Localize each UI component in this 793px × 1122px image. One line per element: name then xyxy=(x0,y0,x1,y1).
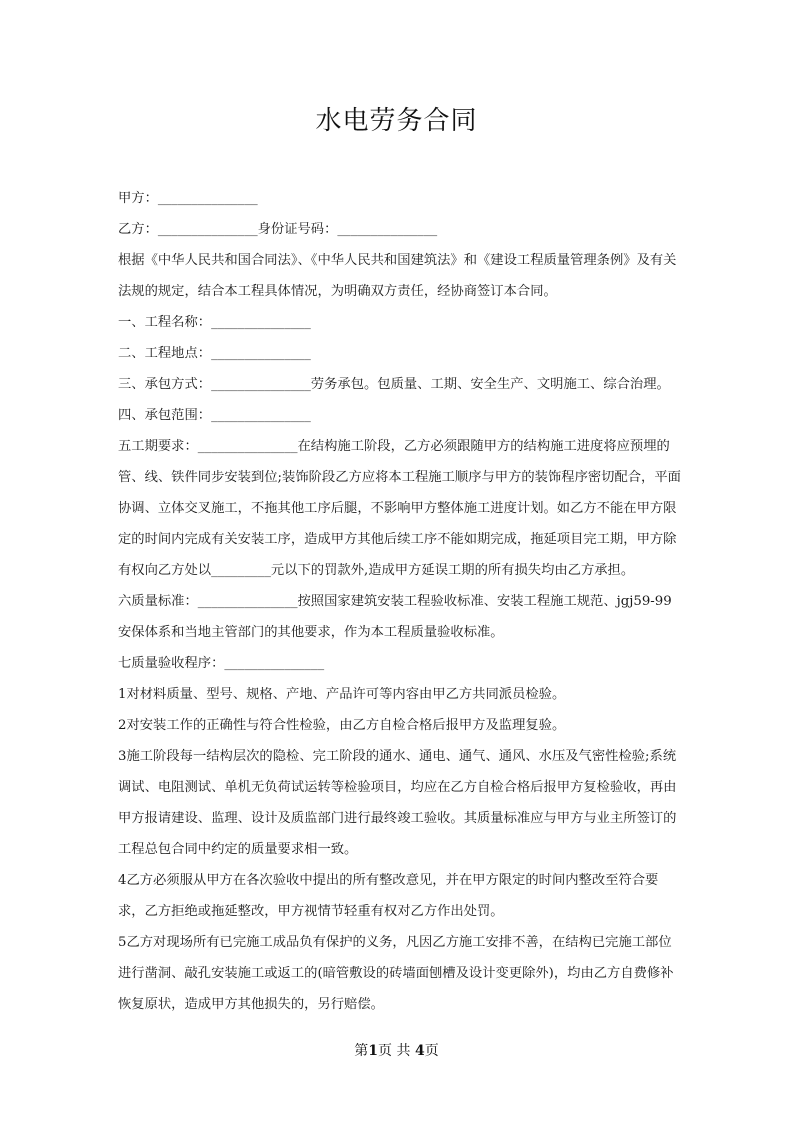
party-a-line: 甲方：_______________ xyxy=(118,191,258,206)
procedure-item-5: 5乙方对现场所有已完施工成品负有保护的义务，凡因乙方施工安排不善，在结构已完施工部位进行凿洞、敲孔安装施工或返工的(暗管敷设的砖墙面刨槽及设计变更除外)，均由乙方自费修补恢复原状，造成甲方其他损失的，另行赔偿。 xyxy=(118,935,674,1012)
clause-quality-standard: 六质量标准：_______________按照国家建筑安装工程验收标准、安装工程施工规范、jgj59-99安保体系和当地主管部门的其他要求，作为本工程质量验收标准。 xyxy=(118,594,672,640)
page-footer xyxy=(0,1040,793,1060)
document-title: 水电劳务合同 xyxy=(315,106,478,136)
total-page-count: 4 xyxy=(414,1043,425,1059)
clause-contract-method: 三、承包方式：_______________劳务承包。包质量、工期、安全生产、文明施工、综合治理。 xyxy=(118,377,670,392)
clause-project-location: 二、工程地点：_______________ xyxy=(118,346,311,361)
procedure-item-1: 1对材料质量、型号、规格、产地、产品许可等内容由甲乙方共同派员检验。 xyxy=(118,687,566,702)
current-page-number: 1 xyxy=(368,1043,379,1059)
clause-acceptance-procedure: 七质量验收程序：_______________ xyxy=(118,656,325,671)
clause-contract-scope: 四、承包范围：_______________ xyxy=(118,408,311,423)
footer-suffix: 页 xyxy=(424,1043,439,1059)
contract-body xyxy=(118,183,683,1020)
clause-project-name: 一、工程名称：_______________ xyxy=(118,315,311,330)
clause-schedule: 五工期要求：_______________在结构施工阶段，乙方必须跟随甲方的结构施工进度将应预埋的管、线、铁件同步安装到位;装饰阶段乙方应将本工程施工顺序与甲方的装饰程序密切配合，平面协调、立体交叉施工，不拖其他工序后腿，不影响甲方整体施工进度计划。如乙方不能在甲方限定的时间内完成有关安装工序，造成甲方其他后续工序不能如期完成，拖延项目完工期，甲方除有权向乙方处以_________元以下的罚款外,造成甲方延误工期的所有损失均由乙方承担。 xyxy=(118,439,681,578)
footer-mid: 页 共 xyxy=(378,1043,411,1059)
party-b-line: 乙方：_______________身份证号码：_______________ xyxy=(118,222,438,237)
procedure-item-3: 3施工阶段每一结构层次的隐检、完工阶段的通水、通电、通气、通风、水压及气密性检验;系统调试、电阻测试、单机无负荷试运转等检验项目，均应在乙方自检合格后报甲方复检验收，再由甲方报请建设、监理、设计及质监部门进行最终竣工验收。其质量标准应与甲方与业主所签订的工程总包合同中约定的质量要求相一致。 xyxy=(118,749,677,857)
procedure-item-4: 4乙方必须服从甲方在各次验收中提出的所有整改意见，并在甲方限定的时间内整改至符合要求，乙方拒绝或拖延整改，甲方视情节轻重有权对乙方作出处罚。 xyxy=(118,873,659,919)
footer-prefix: 第 xyxy=(354,1043,369,1059)
procedure-item-2: 2对安装工作的正确性与符合性检验，由乙方自检合格后报甲方及监理复验。 xyxy=(118,718,566,733)
preamble-paragraph: 根据《中华人民共和国合同法》、《中华人民共和国建筑法》和《建设工程质量管理条例》及有关法规的规定，结合本工程具体情况，为明确双方责任，经协商签订本合同。 xyxy=(118,253,677,299)
